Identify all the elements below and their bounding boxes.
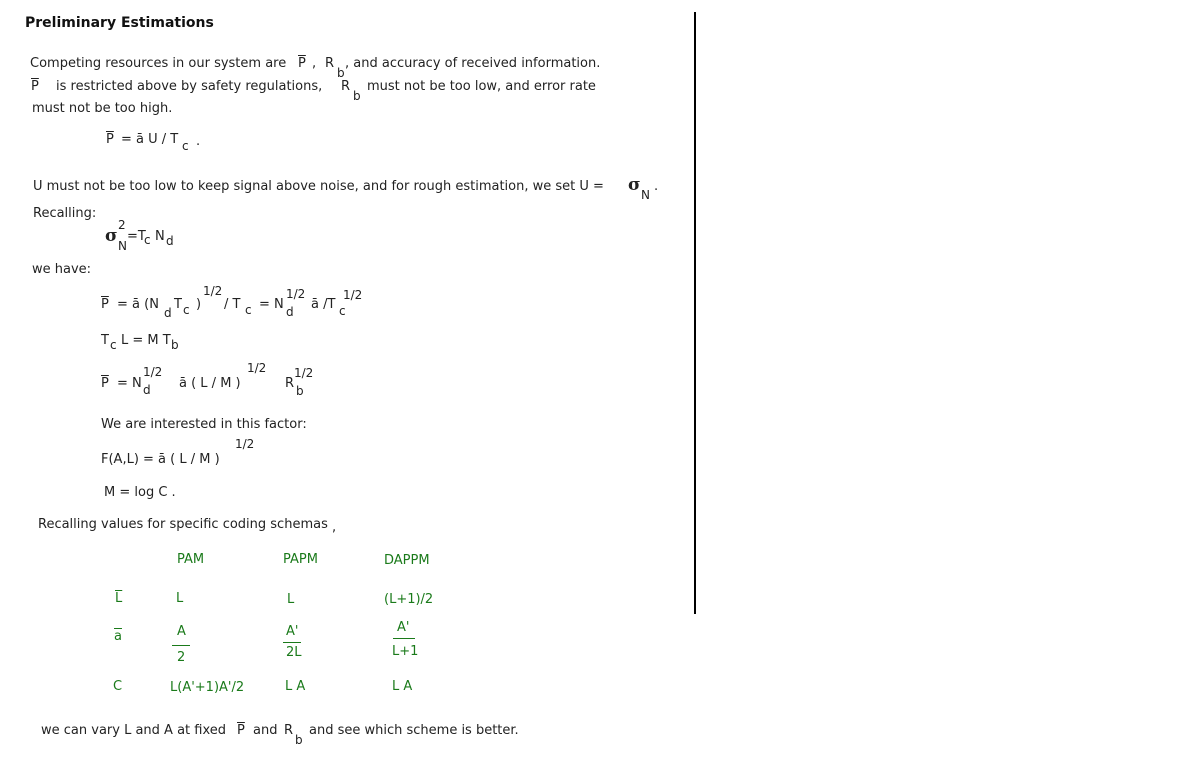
exponent-half: 1/2 — [343, 288, 363, 302]
eq6-lhs: F(A,L) = ā ( L / M ) — [101, 452, 220, 467]
fraction-bar — [283, 642, 301, 643]
subscript-c: c — [245, 303, 252, 317]
fraction-denominator: 2 — [177, 650, 186, 665]
intro-text-4: must not be too low, and error rate — [367, 79, 596, 94]
symbol-P-bar: $\overline{P}$ — [298, 56, 306, 71]
subscript-b: b — [296, 384, 304, 398]
final-tail: and see which scheme is better. — [309, 723, 519, 738]
intro-text-2: , and accuracy of received information. — [345, 56, 601, 71]
exponent-half: 1/2 — [286, 287, 306, 301]
exponent-half: 1/2 — [247, 361, 267, 375]
eq3-part: = ā (N — [117, 297, 159, 312]
cell: L — [287, 592, 295, 607]
eq5-R: R — [285, 376, 295, 391]
subscript-d: d — [286, 305, 294, 319]
final-and: and — [253, 723, 278, 738]
coding-text: Recalling values for specific coding schemas — [38, 517, 328, 532]
subscript-b: b — [337, 66, 345, 80]
row-label-a: $\overline{a}$ — [114, 629, 122, 644]
cell: L — [176, 591, 184, 606]
equation-1-rhs: = ā U / T — [121, 132, 179, 147]
subscript-c: c — [183, 303, 190, 317]
subscript-c: c — [182, 139, 189, 153]
intro-text: Competing resources in our system are — [30, 56, 287, 71]
eq3-tail: ā /T — [311, 297, 336, 312]
subscript-c: c — [144, 233, 151, 247]
page-title: Preliminary Estimations — [25, 15, 214, 31]
symbol-P-bar: $\overline{P}$ — [101, 376, 109, 391]
interested-text: We are interested in this factor: — [101, 417, 307, 432]
subscript-N: N — [118, 239, 127, 253]
subscript-d: d — [166, 234, 174, 248]
sigma-symbol: σ — [628, 175, 641, 195]
eq5-eqN: = N — [117, 376, 142, 391]
recalling-label: Recalling: — [33, 206, 97, 221]
symbol-P-bar: $\overline{P}$ — [31, 79, 39, 94]
equation-2-N: N — [155, 229, 165, 244]
intro-text-3: is restricted above by safety regulations, — [56, 79, 323, 94]
comma: , — [312, 56, 317, 71]
period: . — [654, 179, 659, 194]
noise-text: U must not be too low to keep signal above noise, and for rough estimation, we set U = — [33, 179, 604, 194]
subscript-d: d — [164, 306, 172, 320]
vertical-divider — [694, 12, 696, 614]
symbol-P-bar: $\overline{P}$ — [237, 723, 245, 738]
header-papm: PAPM — [283, 552, 318, 567]
eq3-eq: = N — [259, 297, 284, 312]
fraction-bar — [172, 645, 190, 646]
cell: L A — [285, 679, 306, 694]
eq5-mid: ā ( L / M ) — [179, 376, 241, 391]
symbol-R: R — [341, 79, 351, 94]
subscript-c: c — [110, 338, 117, 352]
symbol-R: R — [284, 723, 294, 738]
fraction-denominator: 2L — [286, 645, 302, 660]
exponent-half: 1/2 — [235, 437, 255, 451]
fraction-numerator: A — [177, 624, 186, 639]
subscript-c: c — [339, 304, 346, 318]
subscript-b: b — [295, 733, 303, 747]
intro-text-5: must not be too high. — [32, 101, 173, 116]
we-have-label: we have: — [32, 262, 92, 277]
fraction-bar — [393, 638, 415, 639]
sigma-symbol: σ — [105, 226, 118, 246]
row-label-L: $\overline{L}$ — [115, 591, 123, 606]
final-text: we can vary L and A at fixed — [41, 723, 226, 738]
symbol-P-bar: $\overline{P}$ — [106, 132, 114, 147]
symbol-R: R — [325, 56, 335, 71]
exponent-half: 1/2 — [203, 284, 223, 298]
cell: L A — [392, 679, 413, 694]
eq3-close: ) — [196, 297, 202, 312]
intro-line-1 — [30, 57, 286, 70]
subscript-N: N — [641, 188, 650, 202]
cell: L(A'+1)A'/2 — [170, 680, 245, 695]
row-label-C: C — [113, 679, 123, 694]
equation-2-rhs: =T — [127, 229, 146, 244]
subscript-b: b — [171, 338, 179, 352]
eq3-T: T — [174, 297, 182, 312]
subscript-b: b — [353, 89, 361, 103]
symbol-P-bar: $\overline{P}$ — [101, 297, 109, 312]
eq7: M = log C . — [104, 485, 176, 500]
header-dappm: DAPPM — [384, 553, 430, 568]
eq4-rest: L = M T — [121, 333, 171, 348]
header-pam: PAM — [177, 552, 205, 567]
comma: , — [332, 520, 337, 535]
exponent-half: 1/2 — [143, 365, 163, 379]
fraction-numerator: A' — [286, 624, 299, 639]
fraction-denominator: L+1 — [392, 644, 419, 659]
superscript-2: 2 — [118, 218, 126, 232]
cell: (L+1)/2 — [384, 592, 434, 607]
period: . — [196, 134, 201, 149]
exponent-half: 1/2 — [294, 366, 314, 380]
eq3-div: / T — [224, 297, 241, 312]
eq4-T: T — [101, 333, 109, 348]
subscript-d: d — [143, 383, 151, 397]
fraction-numerator: A' — [397, 620, 410, 635]
